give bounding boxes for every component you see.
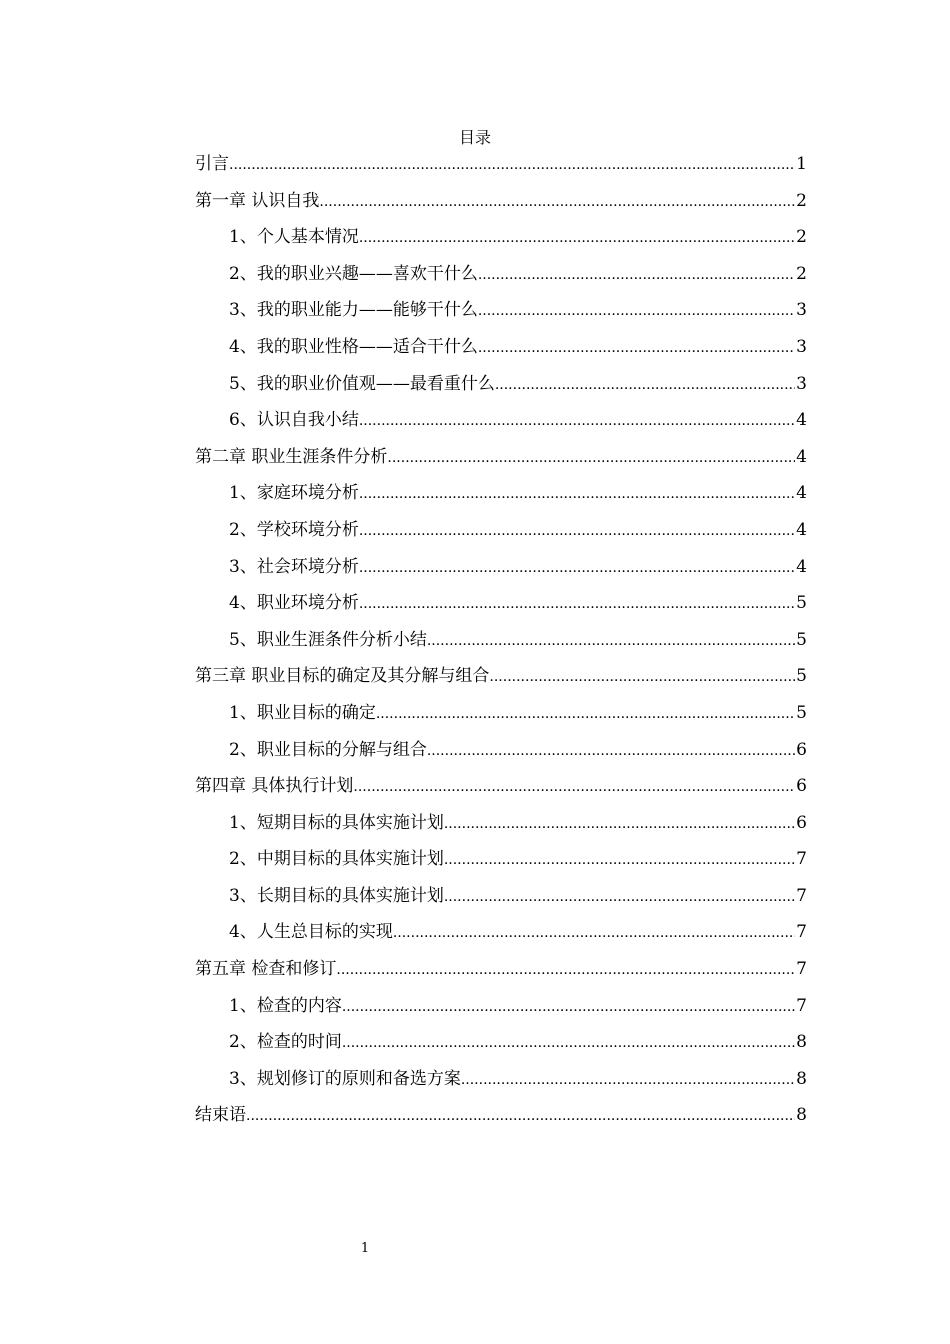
toc-entry-page: 3 (796, 300, 807, 321)
toc-entry-label: 第五章 检查和修订 (195, 959, 337, 980)
toc-entry-label: 第二章 职业生涯条件分析 (195, 446, 388, 467)
toc-entry-page: 6 (796, 739, 807, 760)
toc-dot-leader (387, 445, 795, 471)
toc-entry-page: 2 (796, 227, 807, 248)
toc-section-entry[interactable] (195, 737, 807, 774)
toc-entry-page: 2 (796, 190, 807, 211)
toc-entry-page: 7 (796, 922, 807, 943)
toc-dot-leader (427, 738, 795, 764)
toc-dot-leader (359, 591, 795, 617)
toc-section-entry[interactable] (195, 371, 807, 408)
toc-dot-leader (359, 408, 795, 434)
toc-chapter-entry[interactable] (195, 444, 807, 481)
toc-section-entry[interactable] (195, 1066, 807, 1103)
toc-entry-page: 8 (796, 1068, 807, 1089)
toc-entry-page: 8 (796, 1032, 807, 1053)
toc-dot-leader (444, 811, 795, 837)
toc-chapter-entry[interactable] (195, 773, 807, 810)
toc-chapter-entry[interactable] (195, 188, 807, 225)
toc-section-entry[interactable] (195, 810, 807, 847)
toc-section-entry[interactable] (195, 517, 807, 554)
toc-section-entry[interactable] (195, 700, 807, 737)
toc-dot-leader (342, 1030, 795, 1056)
toc-entry-label: 3、长期目标的具体实施计划 (229, 885, 444, 906)
toc-entry-label: 1、个人基本情况 (229, 227, 359, 248)
toc-dot-leader (342, 994, 795, 1020)
toc-entry-label: 1、短期目标的具体实施计划 (229, 812, 444, 833)
toc-dot-leader (229, 152, 795, 178)
toc-entry-label: 3、我的职业能力——能够干什么 (229, 300, 478, 321)
toc-entry-label: 5、职业生涯条件分析小结 (229, 629, 427, 650)
toc-entry-label: 第四章 具体执行计划 (195, 776, 354, 797)
toc-entry-label: 5、我的职业价值观——最看重什么 (229, 373, 495, 394)
toc-entry-page: 5 (796, 702, 807, 723)
toc-section-entry[interactable] (195, 883, 807, 920)
toc-entry-page: 7 (796, 885, 807, 906)
page-number: 1 (360, 1241, 370, 1256)
toc-dot-leader (246, 1103, 795, 1129)
toc-entry-page: 2 (796, 263, 807, 284)
toc-entry-label: 2、职业目标的分解与组合 (229, 739, 427, 760)
toc-entry-page: 7 (796, 995, 807, 1016)
toc-entry-page: 4 (796, 483, 807, 504)
toc-entry-page: 3 (796, 373, 807, 394)
toc-entry-label: 6、认识自我小结 (229, 410, 359, 431)
toc-section-entry[interactable] (195, 919, 807, 956)
toc-entry-label: 结束语 (195, 1105, 246, 1126)
toc-entry-page: 6 (796, 812, 807, 833)
toc-dot-leader (359, 481, 795, 507)
toc-dot-leader (393, 920, 795, 946)
toc-entry-page: 5 (796, 593, 807, 614)
toc-entry-page: 4 (796, 556, 807, 577)
toc-dot-leader (478, 335, 795, 361)
toc-entry-label: 1、检查的内容 (229, 995, 342, 1016)
toc-chapter-entry[interactable] (195, 1102, 807, 1139)
toc-dot-leader (319, 189, 795, 215)
toc-entry-label: 1、家庭环境分析 (229, 483, 359, 504)
toc-dot-leader (376, 701, 795, 727)
toc-entry-label: 2、学校环境分析 (229, 519, 359, 540)
toc-section-entry[interactable] (195, 407, 807, 444)
toc-chapter-entry[interactable] (195, 151, 807, 188)
toc-section-entry[interactable] (195, 993, 807, 1030)
table-of-contents (195, 151, 807, 1139)
toc-entry-label: 4、人生总目标的实现 (229, 922, 393, 943)
toc-entry-page: 7 (796, 849, 807, 870)
toc-entry-page: 1 (796, 154, 807, 174)
toc-section-entry[interactable] (195, 554, 807, 591)
toc-entry-label: 2、检查的时间 (229, 1032, 342, 1053)
toc-entry-page: 3 (796, 336, 807, 357)
toc-entry-label: 4、职业环境分析 (229, 593, 359, 614)
toc-entry-label: 第一章 认识自我 (195, 190, 320, 211)
toc-dot-leader (336, 957, 795, 983)
toc-entry-page: 8 (796, 1105, 807, 1126)
toc-dot-leader (478, 262, 795, 288)
toc-entry-label: 引言 (195, 154, 229, 174)
toc-section-entry[interactable] (195, 480, 807, 517)
toc-dot-leader (461, 1067, 795, 1093)
toc-chapter-entry[interactable] (195, 663, 807, 700)
toc-section-entry[interactable] (195, 334, 807, 371)
toc-entry-page: 7 (796, 959, 807, 980)
toc-entry-page: 5 (796, 629, 807, 650)
toc-section-entry[interactable] (195, 846, 807, 883)
toc-title: 目录 (458, 128, 491, 147)
toc-section-entry[interactable] (195, 297, 807, 334)
toc-dot-leader (444, 847, 795, 873)
toc-entry-page: 6 (796, 776, 807, 797)
toc-entry-label: 第三章 职业目标的确定及其分解与组合 (195, 666, 490, 687)
toc-entry-page: 4 (796, 446, 807, 467)
toc-entry-label: 1、职业目标的确定 (229, 702, 376, 723)
toc-dot-leader (489, 664, 795, 690)
toc-dot-leader (359, 518, 795, 544)
toc-entry-page: 4 (796, 519, 807, 540)
toc-section-entry[interactable] (195, 1029, 807, 1066)
toc-dot-leader (359, 555, 795, 581)
toc-entry-label: 3、社会环境分析 (229, 556, 359, 577)
toc-dot-leader (478, 298, 795, 324)
toc-dot-leader (427, 628, 795, 654)
toc-section-entry[interactable] (195, 261, 807, 298)
toc-section-entry[interactable] (195, 627, 807, 664)
toc-section-entry[interactable] (195, 224, 807, 261)
toc-entry-label: 4、我的职业性格——适合干什么 (229, 336, 478, 357)
toc-entry-page: 4 (796, 410, 807, 431)
toc-entry-label: 2、我的职业兴趣——喜欢干什么 (229, 263, 478, 284)
toc-chapter-entry[interactable] (195, 956, 807, 993)
toc-dot-leader (444, 884, 795, 910)
toc-dot-leader (495, 372, 795, 398)
toc-dot-leader (353, 774, 795, 800)
toc-entry-page: 5 (796, 666, 807, 687)
toc-dot-leader (359, 225, 795, 251)
toc-entry-label: 2、中期目标的具体实施计划 (229, 849, 444, 870)
toc-entry-label: 3、规划修订的原则和备选方案 (229, 1068, 461, 1089)
toc-section-entry[interactable] (195, 590, 807, 627)
